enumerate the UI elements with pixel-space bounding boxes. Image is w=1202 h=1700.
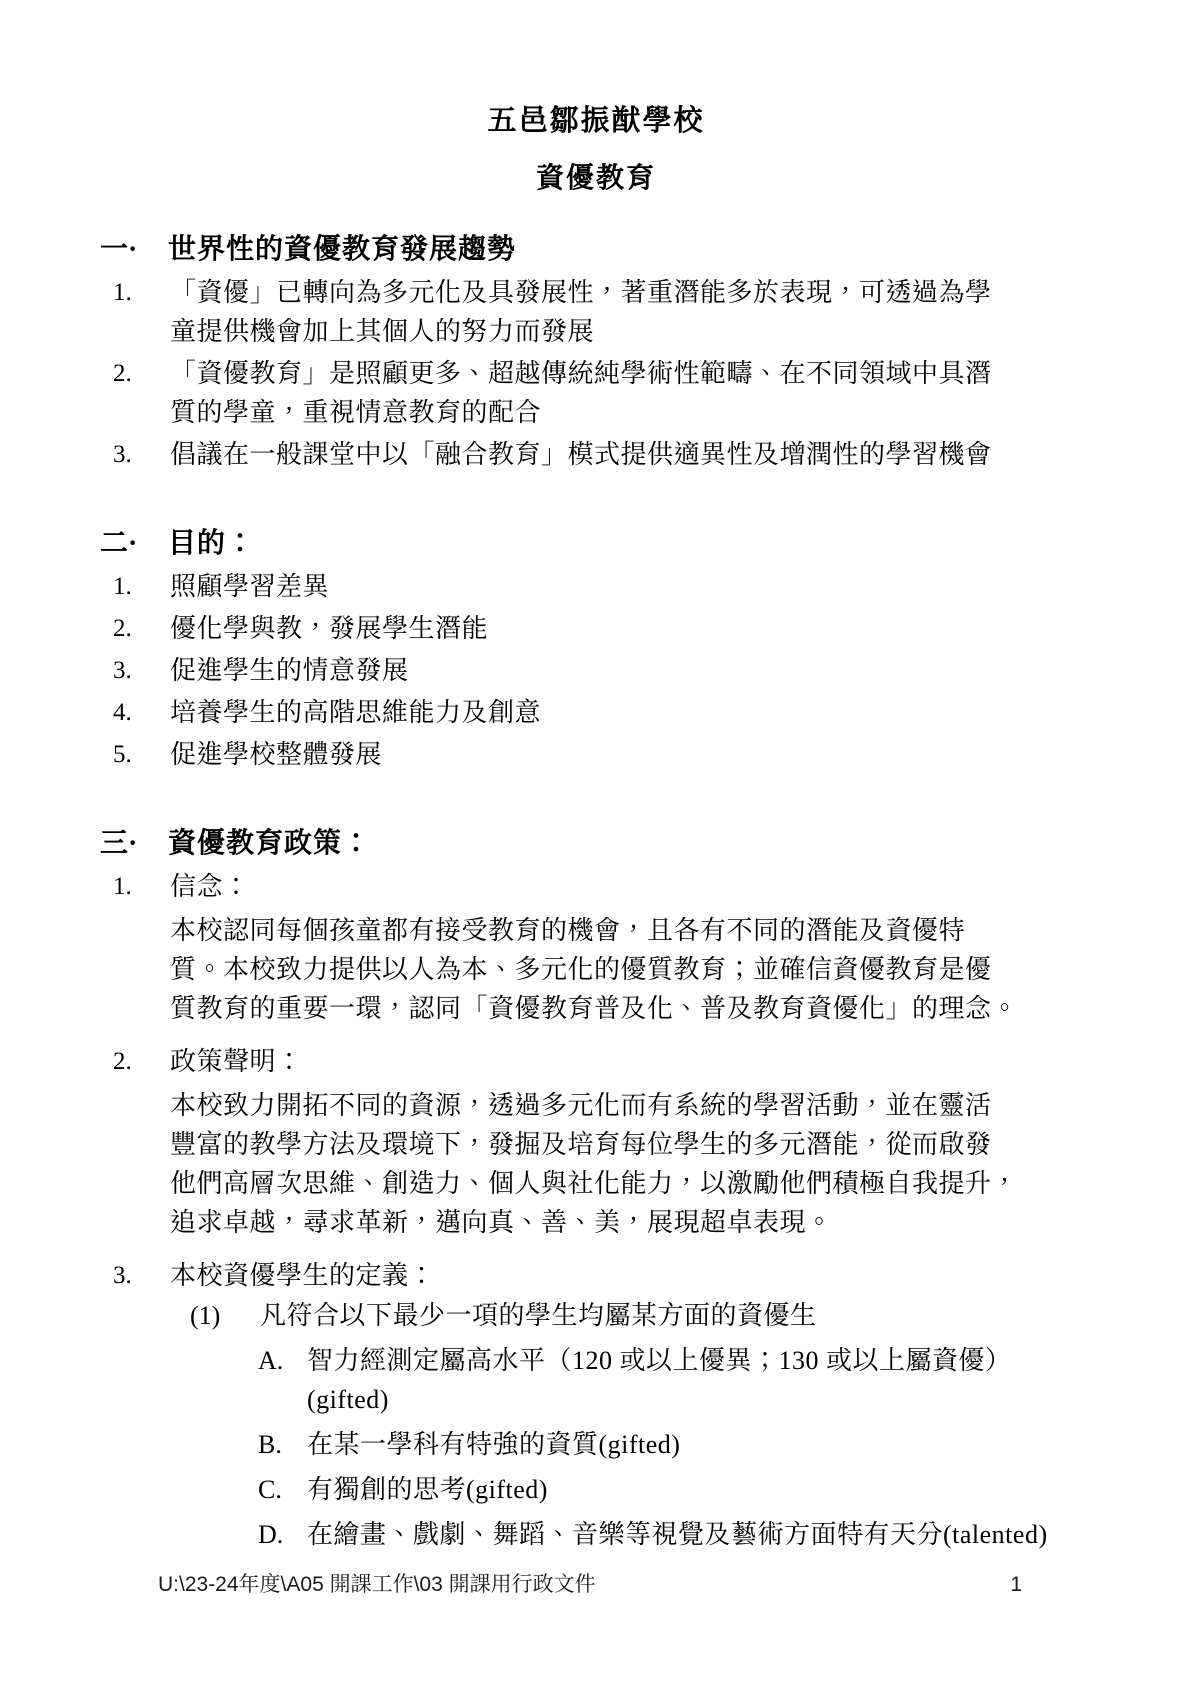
section-items xyxy=(100,867,1092,1554)
letter-text: 智力經測定屬高水平（120 或以上優異；130 或以上屬資優） (gifted) xyxy=(307,1346,1012,1414)
section-heading: 資優教育政策： xyxy=(168,828,372,859)
item-body xyxy=(170,1042,1092,1253)
item-number: 2. xyxy=(113,615,132,642)
item-body xyxy=(170,354,1092,432)
letter-item xyxy=(170,1425,1092,1464)
page-footer xyxy=(0,1568,1202,1598)
list-item xyxy=(100,567,1092,606)
item-text: 促進學生的情意發展 xyxy=(170,656,409,685)
item-body xyxy=(170,435,1092,474)
letter-number: D. xyxy=(258,1520,284,1549)
item-number: 4. xyxy=(113,699,132,726)
list-item xyxy=(100,435,1092,474)
section-header xyxy=(100,230,1092,270)
item-number: 3. xyxy=(113,1262,132,1289)
item-number: 1. xyxy=(113,279,132,306)
item-text: 促進學校整體發展 xyxy=(170,740,383,769)
section-marker: 二· xyxy=(100,528,138,559)
section-marker: 一· xyxy=(100,234,138,265)
item-text: 本校資優學生的定義： xyxy=(170,1261,436,1290)
list-item xyxy=(100,354,1092,432)
item-body xyxy=(170,735,1092,774)
sub-item-marker: (1) xyxy=(190,1301,221,1330)
section-items xyxy=(100,567,1092,774)
item-text: 「資優教育」是照顧更多、超越傳統純學術性範疇、在不同領域中具潛 質的學童，重視情意教育的配合 xyxy=(170,359,992,427)
item-text: 「資優」已轉向為多元化及具發展性，著重潛能多於表現，可透過為學 童提供機會加上其個人的努力而發展 xyxy=(170,278,992,346)
sub-item-text: 凡符合以下最少一項的學生均屬某方面的資優生 xyxy=(260,1301,817,1330)
item-body xyxy=(170,867,1092,1039)
sub-item-row xyxy=(190,1296,1092,1335)
list-item xyxy=(100,735,1092,774)
item-body xyxy=(170,609,1092,648)
item-number: 2. xyxy=(113,360,132,387)
sections xyxy=(100,230,1092,1554)
item-body xyxy=(170,1256,1092,1554)
item-body xyxy=(170,651,1092,690)
footer-page-number: 1 xyxy=(1010,1573,1022,1596)
page-subtitle: 資優教育 xyxy=(535,163,656,194)
list-item xyxy=(100,609,1092,648)
item-number: 3. xyxy=(113,657,132,684)
document-section xyxy=(100,524,1092,774)
letter-text: 有獨創的思考(gifted) xyxy=(307,1475,548,1504)
item-number: 1. xyxy=(113,573,132,600)
footer-file-path: U:\23-24年度\A05 開課工作\03 開課用行政文件 xyxy=(158,1573,596,1596)
section-heading: 目的： xyxy=(168,528,256,559)
section-header xyxy=(100,824,1092,864)
letter-number: C. xyxy=(258,1475,282,1504)
item-number: 2. xyxy=(113,1048,132,1075)
definition-block xyxy=(170,1296,1092,1554)
letter-item xyxy=(170,1515,1092,1554)
document-section xyxy=(100,230,1092,474)
item-text: 優化學與教，發展學生潛能 xyxy=(170,614,489,643)
list-item xyxy=(100,693,1092,732)
page-title: 五邑鄒振猷學校 xyxy=(487,105,705,137)
item-number: 3. xyxy=(113,441,132,468)
section-marker: 三· xyxy=(100,828,138,859)
list-item xyxy=(100,1042,1092,1253)
section-header xyxy=(100,524,1092,564)
letter-items xyxy=(170,1341,1092,1554)
letter-number: A. xyxy=(258,1346,284,1375)
section-items xyxy=(100,273,1092,474)
letter-item xyxy=(170,1341,1092,1419)
item-number: 5. xyxy=(113,741,132,768)
item-body xyxy=(170,273,1092,351)
section-heading: 世界性的資優教育發展趨勢 xyxy=(168,234,517,265)
document-section xyxy=(100,824,1092,1554)
list-item xyxy=(100,1256,1092,1554)
item-text: 政策聲明： xyxy=(170,1047,303,1076)
letter-text: 在繪畫、戲劇、舞蹈、音樂等視覺及藝術方面特有天分(talented) xyxy=(307,1520,1048,1549)
item-text: 信念： xyxy=(170,872,250,901)
item-body xyxy=(170,567,1092,606)
list-item xyxy=(100,651,1092,690)
list-item xyxy=(100,867,1092,1039)
item-text: 培養學生的高階思維能力及創意 xyxy=(170,698,542,727)
item-body xyxy=(170,693,1092,732)
item-paragraph: 本校致力開拓不同的資源，透過多元化而有系統的學習活動，並在靈活 豐富的教學方法及環境下，發掘及培育每位學生的多元潛能，從而啟發 他們高層次思維、創造力、個人與社化能力，以激勵他們積極自我提升， 追求卓越，尋求革新，邁向真、善、美，展現超卓表現。 xyxy=(170,1091,1019,1237)
item-number: 1. xyxy=(113,873,132,900)
item-text: 照顧學習差異 xyxy=(170,572,330,601)
item-text: 倡議在一般課堂中以「融合教育」模式提供適異性及增潤性的學習機會 xyxy=(170,440,992,469)
list-item xyxy=(100,273,1092,351)
item-paragraph: 本校認同每個孩童都有接受教育的機會，且各有不同的潛能及資優特 質。本校致力提供以人為本、多元化的優質教育；並確信資優教育是優 質教育的重要一環，認同「資優教育普及化、普及教育資優化」的理念。 xyxy=(170,916,1019,1023)
letter-number: B. xyxy=(258,1430,282,1459)
letter-item xyxy=(170,1470,1092,1509)
letter-text: 在某一學科有特強的資質(gifted) xyxy=(307,1430,681,1459)
